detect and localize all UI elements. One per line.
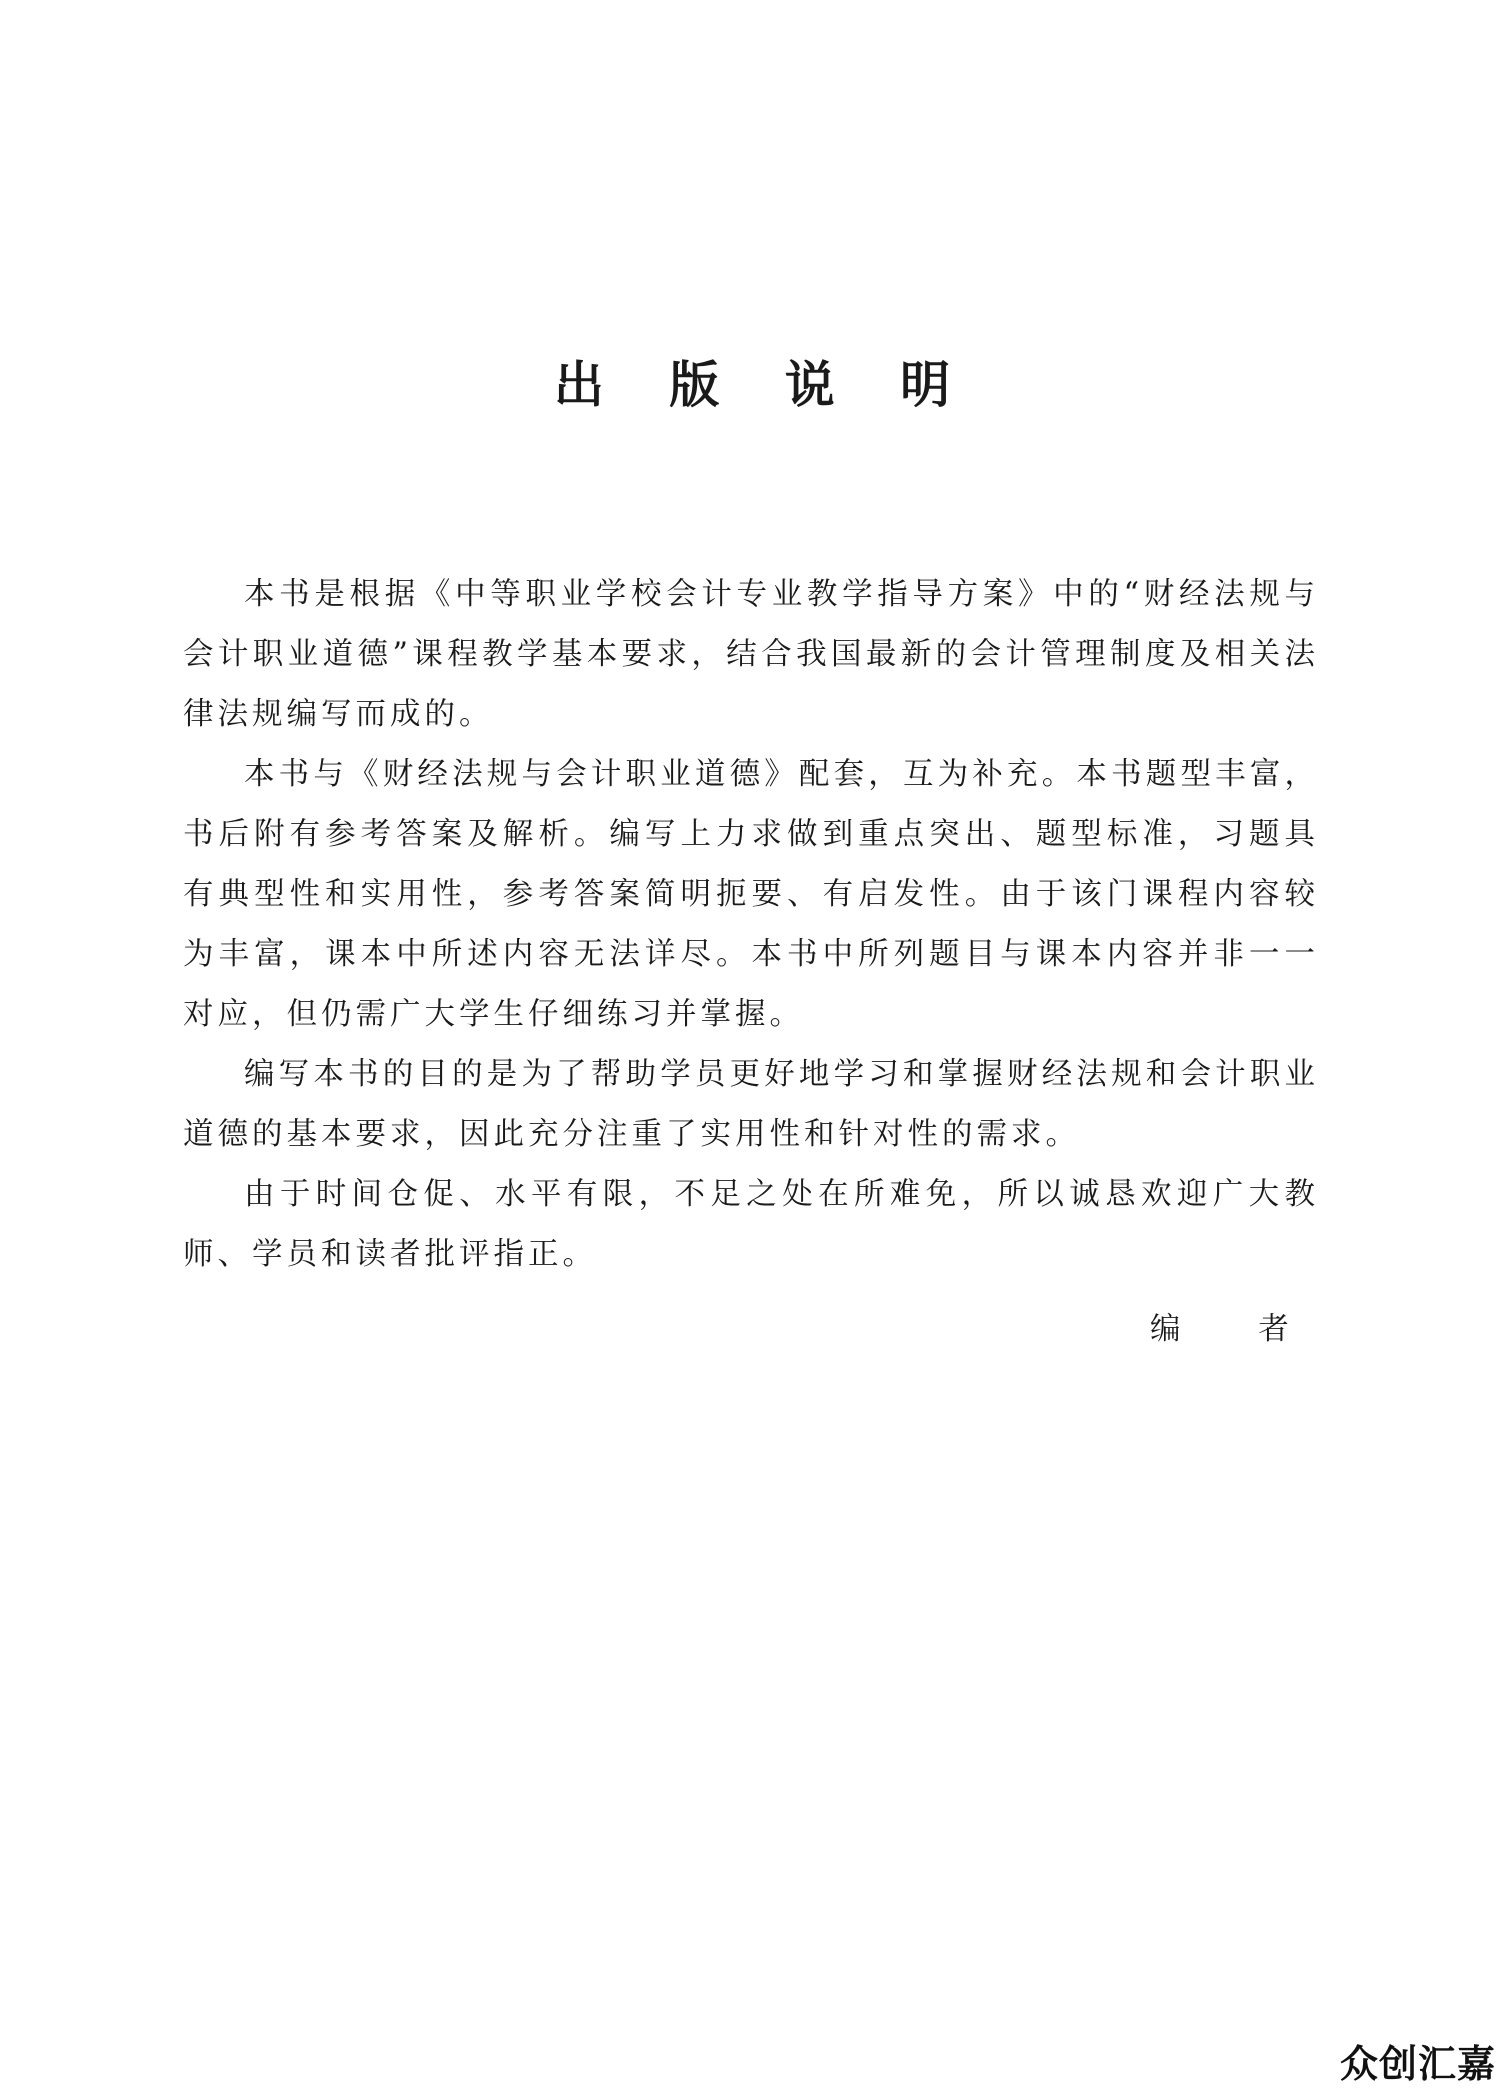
paragraph-2: 本书与《财经法规与会计职业道德》配套，互为补充。本书题型丰富，书后附有参考答案及解析。编写上力求做到重点突出、题型标准，习题具有典型性和实用性，参考答案简明扼要、有启发性。由于该门课程内容较为丰富，课本中所述内容无法详尽。本书中所列题目与课本内容并非一一对应，但仍需广大学生仔细练习并掌握。 [183, 757, 1319, 1032]
paragraph-4: 由于时间仓促、水平有限，不足之处在所难免，所以诚恳欢迎广大教师、学员和读者批评指正。 [183, 1177, 1319, 1272]
paragraph-3: 编写本书的目的是为了帮助学员更好地学习和掌握财经法规和会计职业道德的基本要求，因此充分注重了实用性和针对性的需求。 [183, 1057, 1319, 1152]
watermark-logo: 众创汇嘉 [1339, 2042, 1496, 2086]
page-title: 出 版 说 明 [553, 355, 975, 414]
preface-body [183, 565, 1319, 1285]
author-signature: 编 者 [1150, 1312, 1323, 1347]
paragraph-1: 本书是根据《中等职业学校会计专业教学指导方案》中的“财经法规与会计职业道德”课程教学基本要求，结合我国最新的会计管理制度及相关法律法规编写而成的。 [183, 577, 1319, 732]
